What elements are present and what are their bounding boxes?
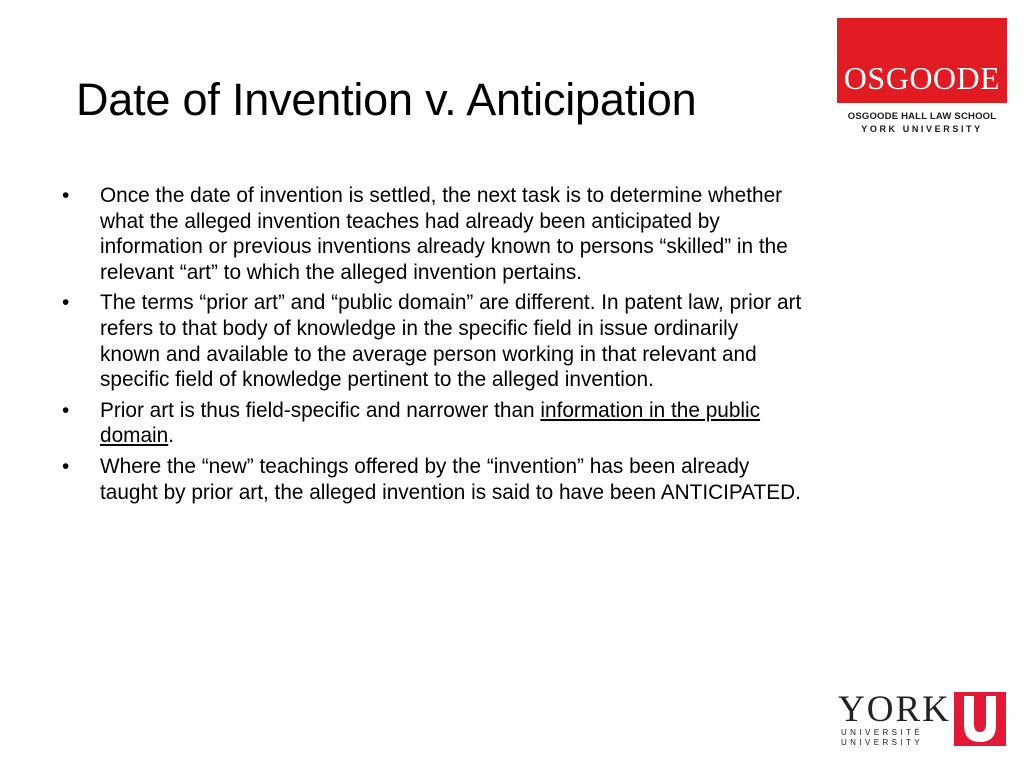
york-university-logo	[838, 690, 1008, 750]
bullet-marker: •	[62, 291, 70, 315]
york-logo-universite: UNIVERSITÉ	[841, 728, 924, 737]
osgoode-logo-wordmark: OSGOODE	[843, 60, 1001, 96]
osgoode-logo	[837, 18, 1007, 136]
york-logo-university: UNIVERSITY	[841, 738, 924, 747]
york-u-icon	[954, 692, 1006, 746]
york-logo-wordmark: YORK	[838, 689, 951, 730]
bullet-text: Where the “new” teachings offered by the “invention” has been already taught by prior art, the alleged invention is said to have been ANTICIPATED.	[100, 454, 801, 504]
york-u-glyph	[954, 692, 1006, 746]
bullet-item-2	[58, 290, 803, 392]
bullet-list	[58, 183, 803, 510]
osgoode-logo-school-name: OSGOODE HALL LAW SCHOOL	[847, 111, 997, 122]
bullet-text-before: Prior art is thus field-specific and narrower than	[100, 398, 541, 422]
bullet-text: Once the date of invention is settled, the next task is to determine whether what the alleged invention teaches had already been anticipated by information or previous inventions already known to persons “skilled” in the relevant “art” to which the alleged invention pertains.	[100, 184, 788, 284]
public-domain-link[interactable]: information in the public domain	[100, 398, 761, 448]
bullet-item-4	[58, 454, 803, 505]
bullet-marker: •	[62, 398, 70, 422]
osgoode-logo-university-name: YORK UNIVERSITY	[861, 124, 983, 134]
bullet-marker: •	[62, 454, 70, 478]
bullet-text: The terms “prior art” and “public domain” are different. In patent law, prior art refers to that body of knowledge in the specific field in issue ordinarily known and available to the average person working in that relevant and specific field of knowledge pertinent to the alleged invention.	[100, 291, 802, 392]
bullet-item-1	[58, 183, 803, 285]
bullet-marker: •	[62, 184, 70, 207]
bullet-text-after: .	[168, 424, 174, 448]
bullet-item-3	[58, 398, 803, 449]
slide-title: Date of Invention v. Anticipation	[76, 74, 697, 125]
